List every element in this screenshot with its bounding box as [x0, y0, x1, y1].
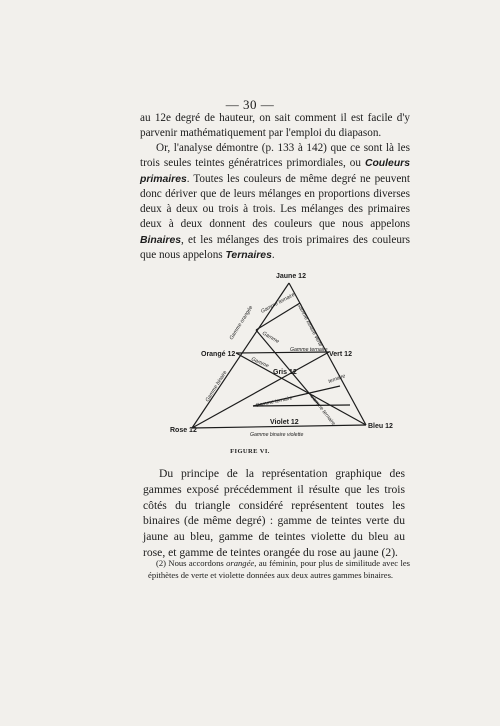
label-ternaire-right: ternaire: [327, 373, 347, 385]
paragraph-text: .: [271, 249, 275, 262]
label-violet: Violet 12: [270, 419, 299, 426]
label-gamme-ternaire-top: Gamme ternaire: [260, 291, 297, 315]
label-gamme-left-lower: Gamme: [250, 356, 270, 370]
label-gamme-binaire-left: Gamme binaire: [204, 369, 229, 404]
paragraph-graphic-principle: Du principe de la représentation graphique des gammes exposé précédemment il résulte que les trois côtés du triangle considéré représentent toutes les binaires (de même degré) : gamme de teintes verte du jaune au bleu, gamme de teintes violette du bleu au rose, et gamme de teintes orangée du rose au jaune (2).: [143, 467, 405, 559]
label-gamme-left-inner: Gamme: [261, 330, 280, 345]
footnote-text: , au féminin, pour plus de similitude avec les épithètes de verte et violette données aux deux autres gammes binaires.: [148, 558, 410, 580]
label-gamme-binaire-verte: Gamme binaire verte: [295, 302, 324, 348]
label-gamme-orangee: Gamme orangée: [228, 304, 255, 342]
page-number: — 30 —: [225, 97, 275, 112]
label-jaune: Jaune 12: [276, 273, 306, 280]
label-gris: Gris 12: [273, 369, 297, 376]
label-vert: Vert 12: [329, 351, 352, 358]
paragraph-continuation: au 12e degré de hauteur, on sait comment il est facile d'y parvenir mathématiquement par l'emploi du diapason.: [140, 112, 410, 140]
label-orange: Orangé 12: [201, 351, 236, 358]
paragraph-text: Or, l'analyse démontre (p. 133 à 142) que ce sont là les trois seules teintes génératrices primordiales, ou: [140, 142, 410, 170]
label-gamme-binaire-violette: Gamme binaire violette: [250, 432, 304, 438]
label-gamme-ternaire-mid: Gamme ternaire: [290, 347, 328, 353]
footnote: [148, 558, 410, 581]
term-binaires: Binaires: [140, 234, 182, 246]
label-gamme-ternaire-diag: Gamme ternaire: [308, 393, 337, 427]
label-gamme-ternaire-low: Gamme ternaire: [255, 395, 294, 409]
footnote-italic: orangée: [226, 558, 255, 568]
term-couleurs-primaires: Couleurs primaires: [140, 158, 410, 185]
figure-caption: FIGURE VI.: [230, 448, 270, 455]
paragraph-text: , et les mélanges des trois primaires des couleurs que nous appelons: [140, 233, 410, 262]
term-ternaires: Ternaires: [225, 250, 272, 262]
footnote-mark: (2): [156, 558, 167, 568]
footnote-text: Nous accordons: [166, 558, 227, 568]
label-bleu: Bleu 12: [368, 423, 393, 430]
paragraph-text: . Toutes les couleurs de même degré ne peuvent donc dériver que de leurs mélanges en proportions diverses deux à deux ou trois à trois. Les mélanges des primaires deux à deux donnent des couleurs que nous appelons: [140, 172, 410, 231]
label-rose: Rose 12: [170, 427, 197, 434]
